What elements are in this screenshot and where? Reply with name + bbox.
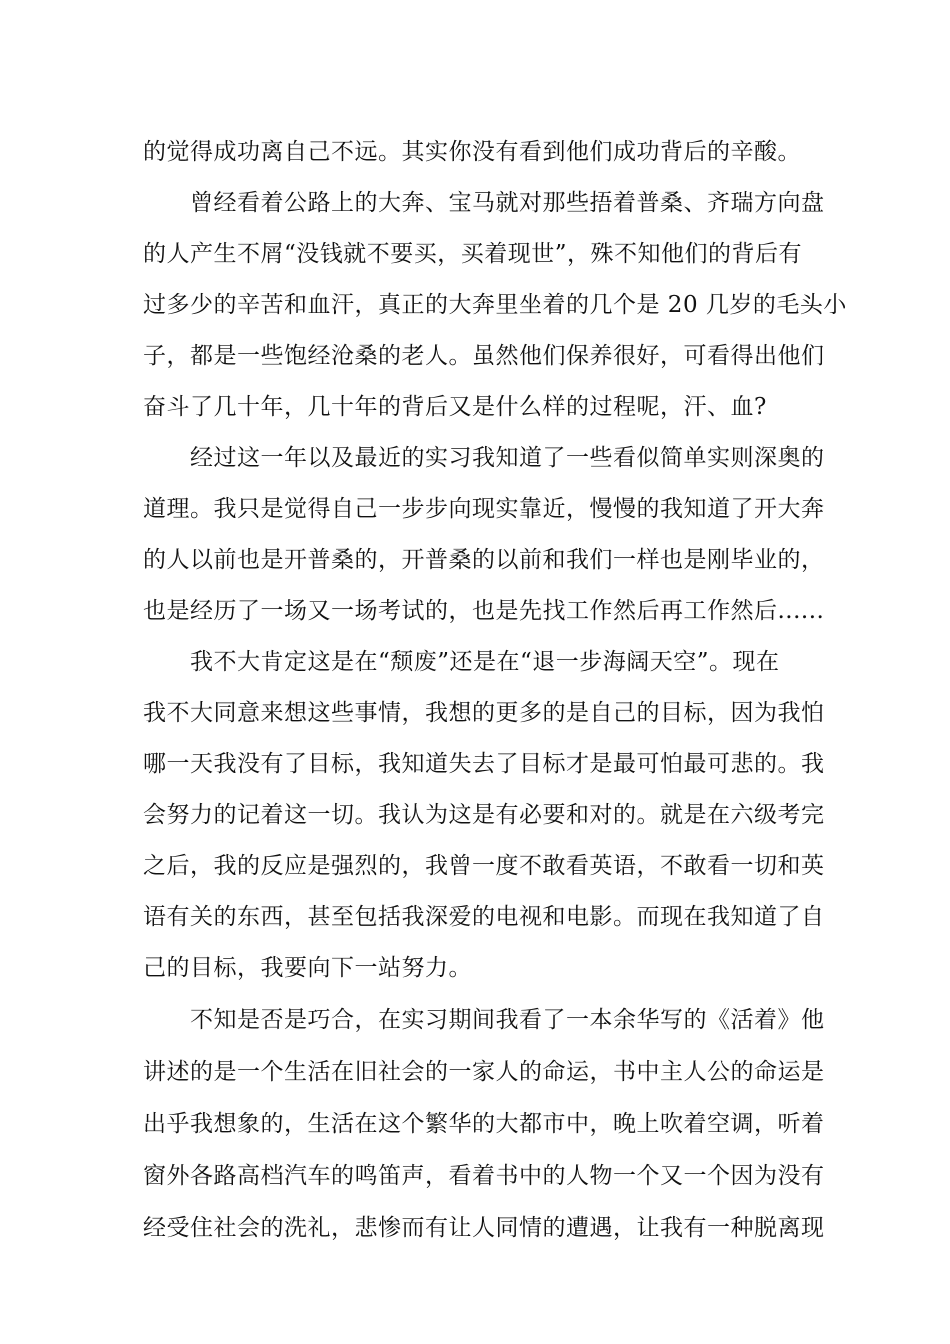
text-line: 的人以前也是开普桑的，开普桑的以前和我们一样也是刚毕业的， <box>143 547 825 573</box>
text-line: 语有关的东西，甚至包括我深爱的电视和电影。而现在我知道了自 <box>143 904 825 930</box>
text-line: 不知是否是巧合，在实习期间我看了一本余华写的《活着》他 <box>190 1007 825 1033</box>
text-line: 经过这一年以及最近的实习我知道了一些看似简单实则深奥的 <box>190 445 825 471</box>
text-line: 我不大肯定这是在“颓废”还是在“退一步海阔天空”。现在 <box>190 649 780 675</box>
text-line: 的觉得成功离自己不远。其实你没有看到他们成功背后的辛酸。 <box>143 139 801 165</box>
text-line: 道理。我只是觉得自己一步步向现实靠近，慢慢的我知道了开大奔 <box>143 496 825 522</box>
text-line: 之后，我的反应是强烈的，我曾一度不敢看英语，不敢看一切和英 <box>143 853 825 879</box>
text-line: 窗外各路高档汽车的鸣笛声，看着书中的人物一个又一个因为没有 <box>143 1163 825 1189</box>
text-line: 哪一天我没有了目标，我知道失去了目标才是最可怕最可悲的。我 <box>143 751 825 777</box>
text-line: 曾经看着公路上的大奔、宝马就对那些捂着普桑、齐瑞方向盘 <box>190 190 825 216</box>
text-line: 过多少的辛苦和血汗，真正的大奔里坐着的几个是 20 几岁的毛头小 <box>143 292 847 318</box>
text-line: 会努力的记着这一切。我认为这是有必要和对的。就是在六级考完 <box>143 802 825 828</box>
text-line: 也是经历了一场又一场考试的，也是先找工作然后再工作然后...... <box>143 598 825 624</box>
text-line: 奋斗了几十年，几十年的背后又是什么样的过程呢，汗、血? <box>143 394 767 420</box>
text-line: 经受住社会的洗礼，悲惨而有让人同情的遭遇，让我有一种脱离现 <box>143 1215 825 1241</box>
text-line: 子，都是一些饱经沧桑的老人。虽然他们保养很好，可看得出他们 <box>143 343 825 369</box>
text-line: 我不大同意来想这些事情，我想的更多的是自己的目标，因为我怕 <box>143 700 825 726</box>
text-line: 出乎我想象的，生活在这个繁华的大都市中，晚上吹着空调，听着 <box>143 1111 825 1137</box>
text-line: 的人产生不屑“没钱就不要买，买着现世”，殊不知他们的背后有 <box>143 241 803 267</box>
text-line: 讲述的是一个生活在旧社会的一家人的命运，书中主人公的命运是 <box>143 1059 825 1085</box>
text-line: 己的目标，我要向下一站努力。 <box>143 955 472 981</box>
